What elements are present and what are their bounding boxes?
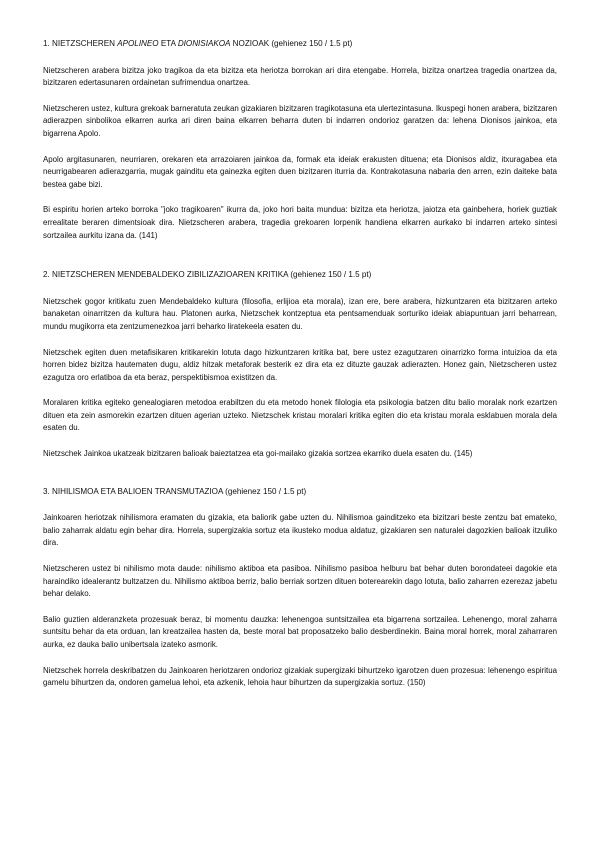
paragraph: Bi espiritu horien arteko borroka "joko tragikoaren" ikurra da, joko hori baita mundua: bizitza eta heriotza, jaiotza eta gainbehera, horiek guztiak errealitate beraren dimentsioak dira. Nietzscheren arabera, tragedia grekoaren lorpenik handiena elkarren aurkako bi indarren arteko sintesi sortzailea aurkitu izana da. (141): [43, 205, 557, 240]
paragraph: Nietzschek horrela deskribatzen du Jainkoaren heriotzaren ondorioz gizakiak supergizaki bihurtzeko igarotzen duen prozesua: lehenengo espiritua gamelu bihurtzen da, ondoren gamelua lehoi, eta azkenik, lehoia haur bihurtzen da supergizakia sortuz. (150): [43, 665, 557, 688]
paragraph: Apolo argitasunaren, neurriaren, orekaren eta arrazoiaren jainkoa da, formak eta ideiak erakusten dituena; eta Dionisos aldiz, itxuragabea eta neurrigabearen adierazgarria, mugak gainditu eta gainezka egiten duen bizitzaren iturria da. Kontrakotasuna nabaria den arren, ezin daiteke bata bestea gabe bizi.: [43, 154, 557, 189]
paragraph: Balio guztien alderanzketa prozesuak beraz, bi momentu dauzka: lehenengoa suntsitzailea eta bigarrena sortzailea. Lehenengo, moral zaharra suntsitu behar da eta orduan, lan kreatzailea hasten da, beste moral bat proposatzeko balio desberdinekin. Baina moral horrek, moral zaharraren aurka, ez dauka balio unibertsala izateko asmorik.: [43, 614, 557, 649]
paragraph: Nietzscheren arabera bizitza joko tragikoa da eta bizitza eta heriotza borrokan ari dira etengabe. Horrela, bizitza onartzea tragedia onartzea da, bizitzaren edertasunaren ordainetan sufrimendua onartzea.: [43, 65, 557, 88]
section-nihilismoa: [43, 486, 557, 690]
paragraph: Nietzschek egiten duen metafisikaren kritikarekin lotuta dago hizkuntzaren kritika bat, bere ustez ezagutzaren oinarrizko forma intuizioa da eta horren bidez bizitza hautematen dugu, aldiz hitzak metaforak besterik ez dira eta ez dituzte gauzak adierazten. Honez gain, Nietzscheren ustez ezagutza oro erlatiboa da eta beraz, perspektibismoa existitzen da.: [43, 347, 557, 382]
paragraph: Jainkoaren heriotzak nihilismora eramaten du gizakia, eta baliorik gabe uzten du. Nihilismoa gainditzeko eta bizitzari beste zentzu bat emateko, balio zaharrak aldatu egin behar dira. Horrela, supergizakia sortuz eta ikusteko modua aldatuz, gizakiaren sen naturalei dagozkien balioak itzuliko dira.: [43, 513, 557, 548]
paragraph: Nietzscheren ustez bi nihilismo mota daude: nihilismo aktiboa eta pasiboa. Nihilismo pasiboa helburu bat behar duten borondateei dagokie eta haraindiko idealerantz bultzatzen du. Nihilismo aktiboa berriz, balio berriak sortzen dituen boterearekin dago lotuta, balio zaharren ezerezaz jabetu behar delako.: [43, 564, 557, 599]
paragraph: Nietzscheren ustez, kultura grekoak barneratuta zeukan gizakiaren bizitzaren tragikotasuna eta ulertezintasuna. Ikuspegi honen arabera, bizitzaren adierazpen sinbolikoa elkarren aurka ari diren baina elkarren beharra duten bi indarren ondorioz garatzen da: lehena Dionisos jainkoa, eta bigarrena Apolo.: [43, 103, 557, 138]
paragraph: Moralaren kritika egiteko genealogiaren metodoa erabiltzen du eta metodo honek filologia eta psikologia batzen ditu balio moralak nork ezartzen dituen eta zein asmorekin ezartzen dituen agerian uzteko. Nietzschek kristau moralari kritika egiten dio eta kristau morala esklabuen morala dela esaten du.: [43, 398, 557, 433]
paragraph: Nietzschek Jainkoa ukatzeak bizitzaren balioak baieztatzea eta goi-mailako gizakia sortzea ekarriko duela esaten du. (145): [43, 449, 473, 459]
section-zibilizazioaren-kritika: [43, 269, 557, 461]
document-page: [43, 38, 557, 717]
section-title: 3. NIHILISMOA ETA BALIOEN TRANSMUTAZIOA (gehienez 150 / 1.5 pt): [43, 486, 307, 496]
paragraph: Nietzschek gogor kritikatu zuen Mendebaldeko kultura (filosofia, erlijioa eta morala), izan ere, bere arabera, hizkuntzaren eta bizitzaren arteko banaketan oinarritzen da kultura hau. Platonen aurka, Nietzschek kontzeptua eta pentsamenduak sorturiko ideiak abiapuntuan jarri beharrean, mundu mugikorra eta zentzumenezkoa jarri beharko liratekeela esaten du.: [43, 296, 557, 331]
section-apolineo-dionisiakoa: [43, 38, 557, 242]
section-title: 2. NIETZSCHEREN MENDEBALDEKO ZIBILIZAZIOAREN KRITIKA (gehienez 150 / 1.5 pt): [43, 270, 372, 280]
section-title: 1. NIETZSCHEREN APOLINEO ETA DIONISIAKOA NOZIOAK (gehienez 150 / 1.5 pt): [43, 39, 353, 48]
